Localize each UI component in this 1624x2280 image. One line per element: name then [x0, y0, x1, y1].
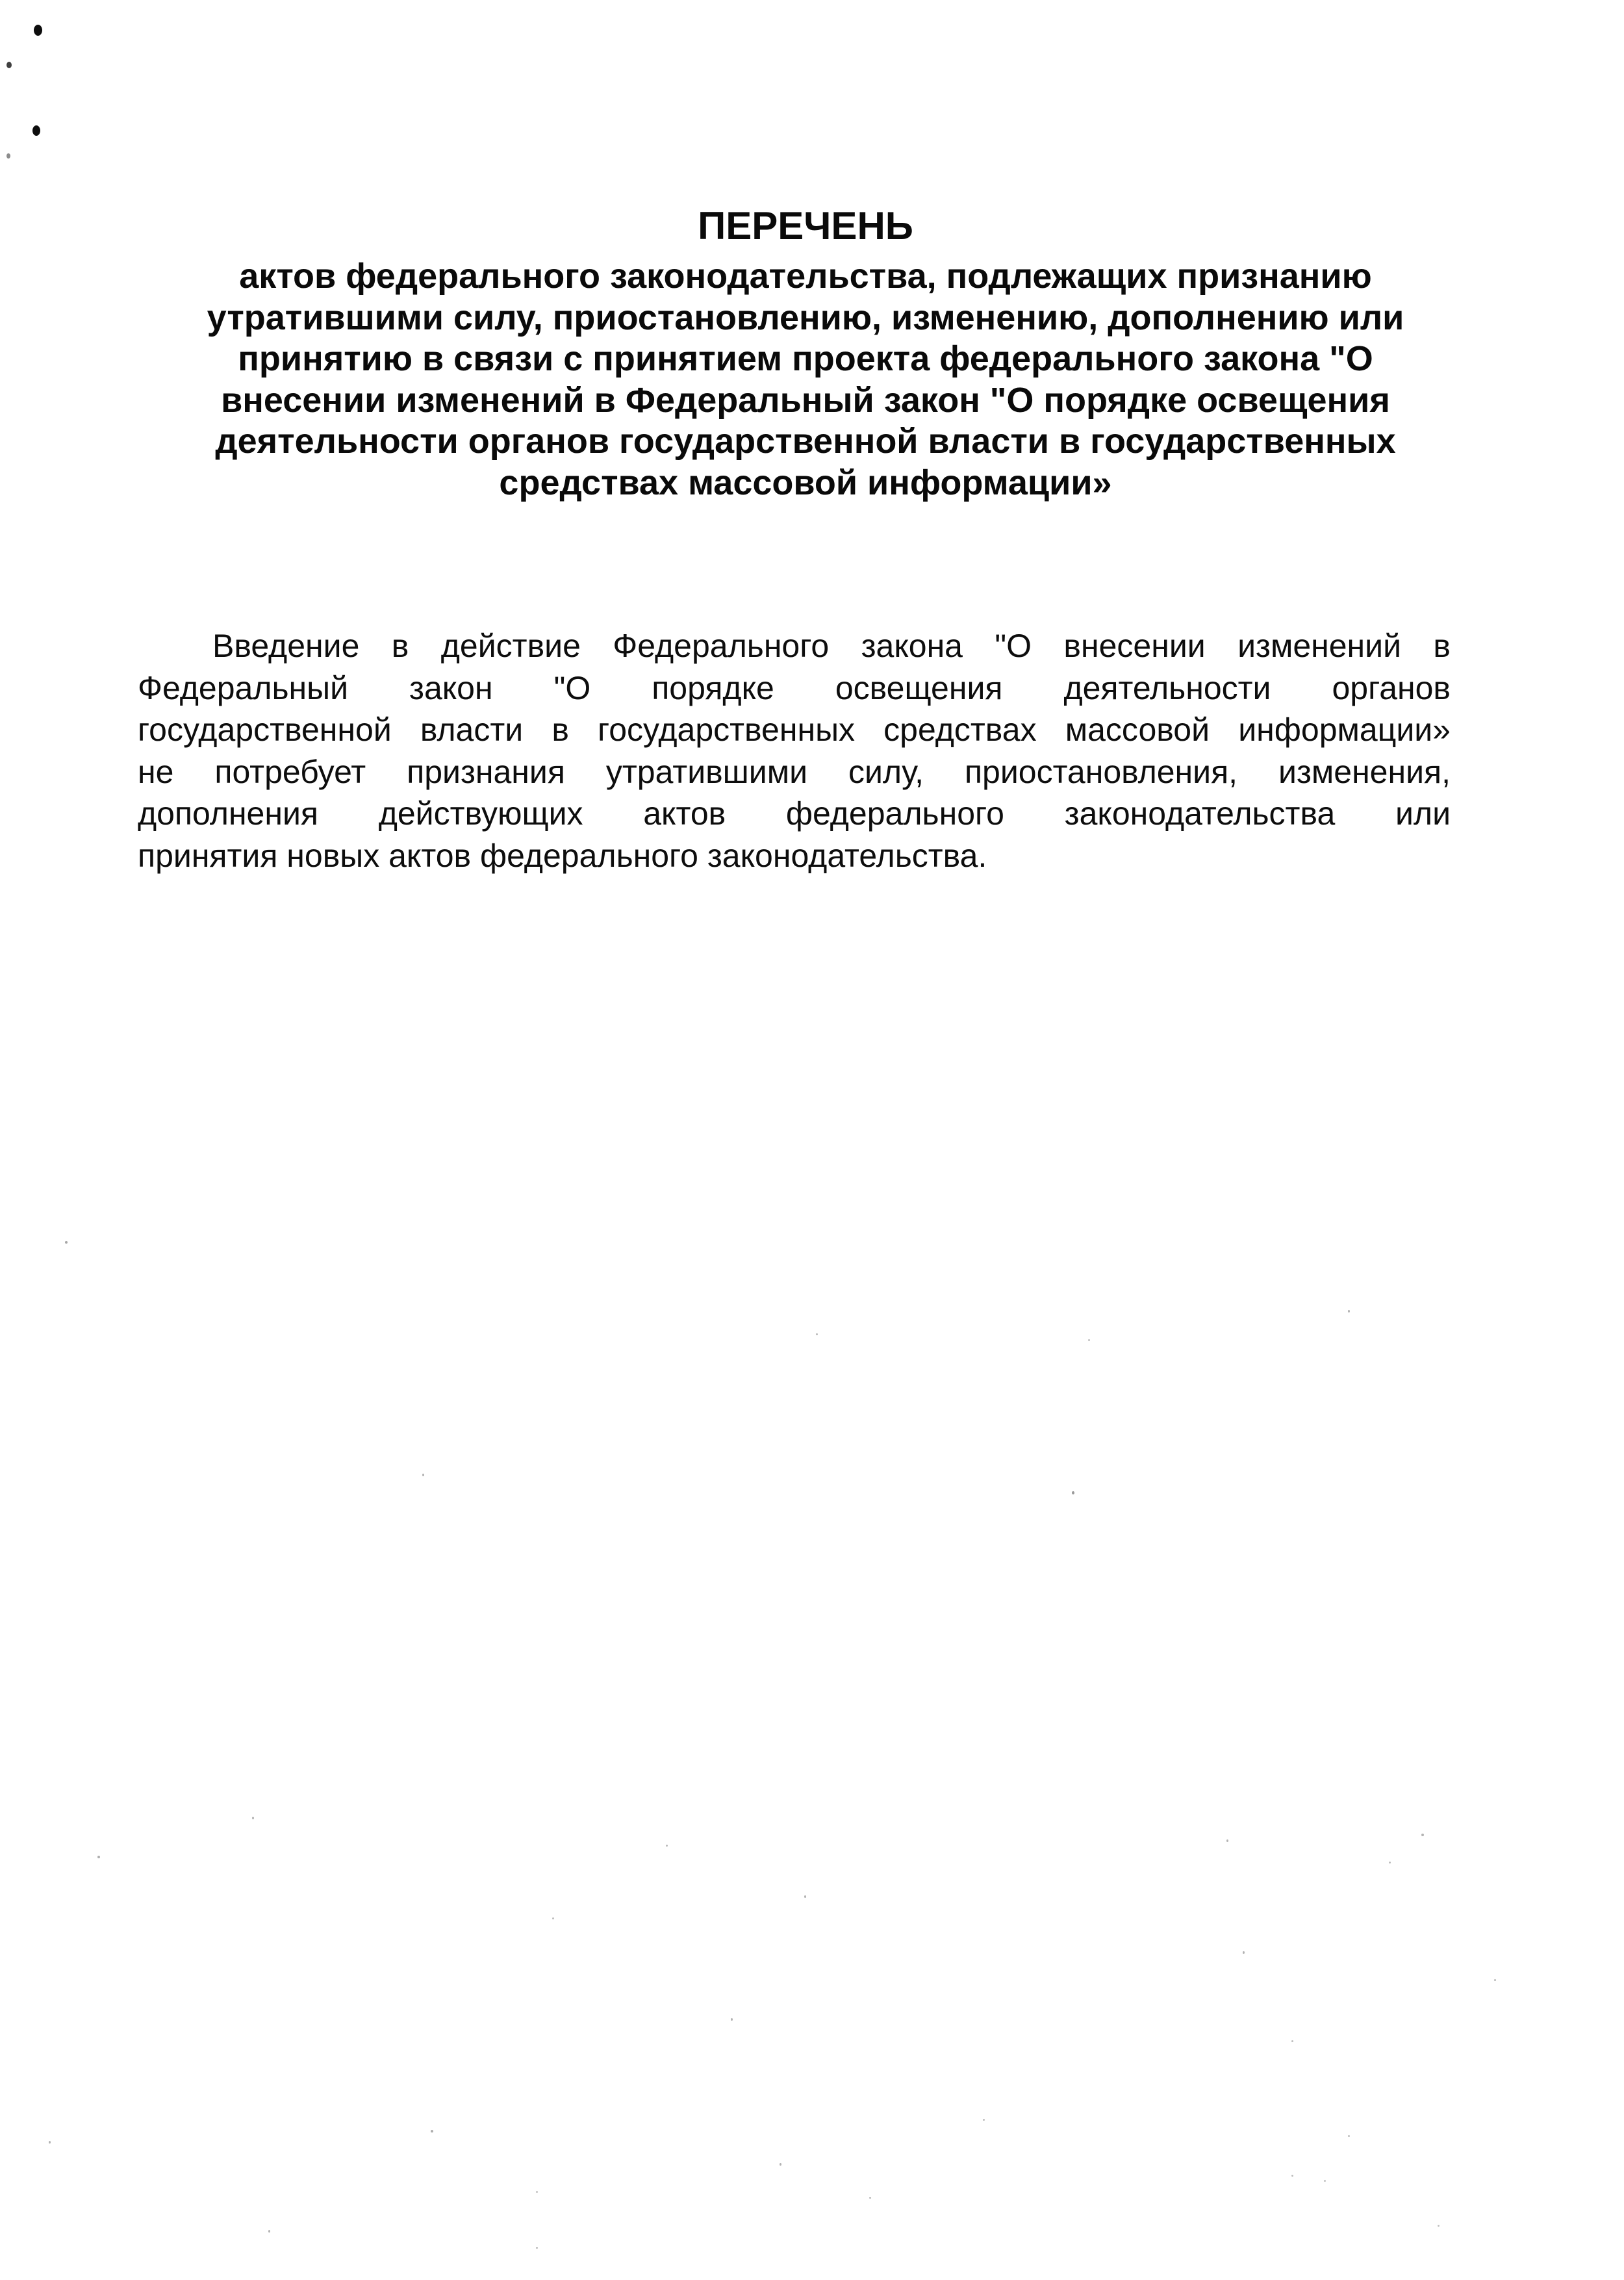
scan-speck	[869, 2197, 871, 2199]
document-subtitle	[130, 256, 1481, 504]
scan-speck	[731, 2018, 733, 2021]
subtitle-line: средствах массовой информации»	[499, 463, 1112, 502]
scan-speck	[1291, 2040, 1293, 2042]
document-title: ПЕРЕЧЕНЬ	[698, 204, 913, 248]
scan-speck	[49, 2141, 51, 2144]
subtitle-line: утратившими силу, приостановлению, изменению, дополнению или	[207, 298, 1404, 337]
scan-speck	[536, 2247, 538, 2249]
scan-speck	[32, 125, 40, 136]
scan-speck	[6, 153, 10, 159]
scan-speck	[1324, 2180, 1326, 2182]
scan-speck	[1421, 1834, 1424, 1836]
paragraph-line: государственной власти в государственных средствах массовой информации»	[138, 711, 1451, 748]
paragraph-line: дополнения действующих актов федерального законодательства или	[138, 795, 1451, 832]
scan-speck	[536, 2191, 538, 2193]
scan-speck	[97, 1856, 100, 1858]
scan-speck	[552, 1917, 554, 1919]
scan-speck	[422, 1474, 424, 1476]
scan-speck	[816, 1333, 818, 1335]
paragraph-line: Федеральный закон "О порядке освещения деятельности органов	[138, 669, 1451, 706]
subtitle-line: деятельности органов государственной власти в государственных	[215, 422, 1396, 461]
document-body-paragraph	[138, 625, 1451, 877]
paragraph-line: не потребует признания утратившими силу, приостановления, изменения,	[138, 753, 1451, 790]
scan-speck	[1494, 1979, 1496, 1981]
scan-speck	[804, 1895, 806, 1898]
scan-speck	[1438, 2225, 1440, 2227]
scan-speck	[983, 2119, 985, 2121]
scan-speck	[1243, 1951, 1245, 1954]
scan-speck	[1348, 2135, 1350, 2137]
scan-speck	[1348, 1310, 1350, 1313]
scan-speck	[252, 1817, 254, 1819]
subtitle-line: актов федерального законодательства, подлежащих признанию	[239, 257, 1372, 296]
scan-speck	[34, 25, 42, 36]
scan-speck	[6, 62, 12, 68]
scan-speck	[1088, 1339, 1090, 1341]
scan-speck	[666, 1845, 668, 1847]
scan-speck	[780, 2163, 781, 2166]
paragraph-line: принятия новых актов федерального законодательства.	[138, 837, 987, 874]
scan-speck	[1291, 2175, 1293, 2177]
scan-speck	[1226, 1839, 1228, 1842]
subtitle-line: принятию в связи с принятием проекта федерального закона "О	[238, 339, 1373, 378]
scan-speck	[431, 2130, 433, 2133]
scan-speck	[268, 2230, 270, 2233]
scan-speck	[65, 1241, 68, 1244]
paragraph-line: Введение в действие Федерального закона "О внесении изменений в	[212, 628, 1451, 664]
scan-speck	[1389, 1862, 1391, 1864]
scan-speck	[1072, 1491, 1074, 1494]
subtitle-line: внесении изменений в Федеральный закон "О порядке освещения	[221, 380, 1390, 420]
